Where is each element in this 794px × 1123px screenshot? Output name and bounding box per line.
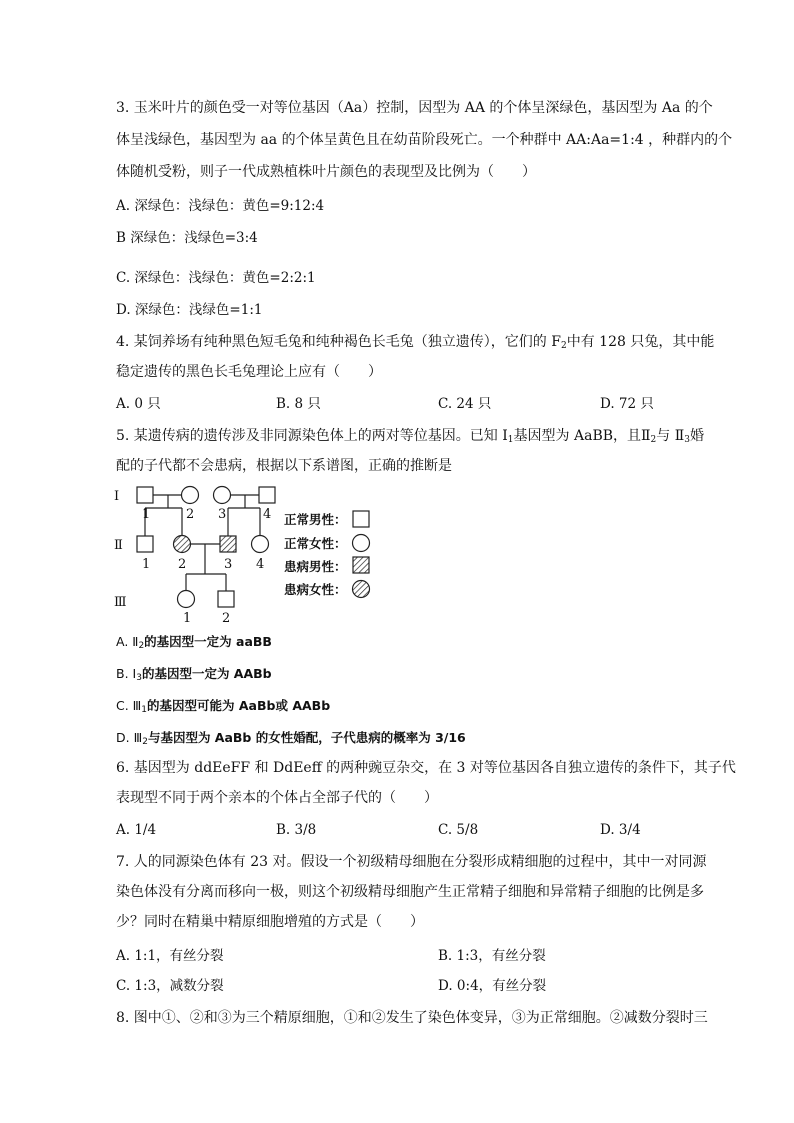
gen1-label: Ⅰ: [114, 489, 120, 504]
q4-option-a: A. 0 只: [116, 396, 161, 412]
gen2-num-3: 3: [224, 557, 233, 572]
legend-normal-female: 正常女性：: [284, 536, 347, 551]
gen3-num-2: 2: [222, 611, 231, 626]
gen2-num-4: 4: [256, 557, 265, 572]
gen1-num-1: 1: [142, 507, 151, 522]
gen3-num-1: 1: [183, 611, 192, 626]
q4-option-d: D. 72 只: [600, 396, 654, 412]
gen2-individual-2: [174, 536, 191, 553]
q7-line-2: 染色体没有分离而移向一极，则这个初级精母细胞产生正常精子细胞和异常精子细胞的比例是多: [116, 884, 704, 900]
q6-option-a: A. 1/4: [116, 822, 157, 838]
q7-line-3: 少？同时在精巢中精原细胞增殖的方式是（ ）: [116, 914, 424, 930]
q4-option-b: B. 8 只: [276, 396, 321, 412]
gen1-individual-1: [137, 487, 153, 503]
q7-option-b: B. 1:3，有丝分裂: [438, 948, 546, 964]
q4-option-c: C. 24 只: [438, 396, 492, 412]
pedigree-chart: [108, 478, 508, 628]
q3-option-a: A. 深绿色：浅绿色：黄色=9:12:4: [116, 198, 325, 214]
q7-option-a: A. 1:1，有丝分裂: [116, 948, 224, 964]
gen1-individual-4: [259, 487, 275, 503]
q3-option-c: C. 深绿色：浅绿色：黄色=2:2:1: [116, 270, 316, 286]
gen1-individual-3: [214, 487, 231, 504]
legend-normal-male-symbol: [353, 511, 369, 527]
q3-line-2: 体呈浅绿色，基因型为 aa 的个体呈黄色且在幼苗阶段死亡。一个种群中 AA:Aa=1:4 ，种群内的个: [116, 132, 733, 148]
gen2-label: Ⅱ: [114, 538, 123, 553]
gen3-individual-2: [218, 591, 234, 607]
gen2-individual-3: [220, 536, 236, 552]
q6-option-d: D. 3/4: [600, 822, 641, 838]
legend-affected-female: 患病女性：: [284, 582, 347, 597]
gen2-num-2: 2: [178, 557, 187, 572]
q5-option-c: C. $Ⅲ_1$的基因型可能为 AaBb或 AABb: [116, 698, 331, 715]
gen1-num-4: 4: [263, 507, 272, 522]
q5-option-d: D. $Ⅲ_2$与基因型为 AaBb 的女性婚配，子代患病的概率为 3/16: [116, 730, 466, 747]
q7-option-c: C. 1:3，减数分裂: [116, 978, 224, 994]
q3-option-d: D. 深绿色：浅绿色=1:1: [116, 302, 263, 318]
gen2-individual-4: [252, 536, 269, 553]
gen2-individual-1: [137, 536, 153, 552]
legend-affected-male-symbol: [353, 557, 369, 573]
q3-line-1: 3. 玉米叶片的颜色受一对等位基因（Aa）控制，因型为 AA 的个体呈深绿色，基因型为 Aa 的个: [116, 100, 713, 116]
q3-option-b: B 深绿色：浅绿色=3:4: [116, 230, 258, 246]
gen3-label: Ⅲ: [114, 595, 127, 610]
q6-line-1: 6. 基因型为 ddEeFF 和 DdEeff 的两种豌豆杂交，在 3 对等位基因各自独立遗传的条件下，其子代: [116, 760, 736, 776]
q6-option-b: B. 3/8: [276, 822, 317, 838]
q7-option-d: D. 0:4，有丝分裂: [438, 978, 547, 994]
q7-line-1: 7. 人的同源染色体有 23 对。假设一个初级精母细胞在分裂形成精细胞的过程中，其中一对同源: [116, 854, 707, 870]
q6-option-c: C. 5/8: [438, 822, 479, 838]
gen3-individual-1: [178, 591, 195, 608]
gen2-num-1: 1: [142, 557, 151, 572]
q5-line-1: 5. 某遗传病的遗传涉及非同源染色体上的两对等位基因。已知 $I_1$基因型为 AaBB，且$Ⅱ_2$与 $Ⅱ_3$婚: [116, 428, 704, 445]
legend-normal-male: 正常男性：: [284, 512, 347, 527]
q4-line-2: 稳定遗传的黑色长毛兔理论上应有（ ）: [116, 364, 382, 380]
q5-line-2: 配的子代都不会患病，根据以下系谱图，正确的推断是: [116, 458, 452, 474]
q8-line-1: 8. 图中①、②和③为三个精原细胞，①和②发生了染色体变异，③为正常细胞。②减数分裂时三: [116, 1010, 708, 1026]
q5-option-a: A. $Ⅱ_2$的基因型一定为 aaBB: [116, 634, 272, 651]
gen1-num-3: 3: [218, 507, 227, 522]
gen1-num-2: 2: [186, 507, 195, 522]
legend-normal-female-symbol: [353, 535, 370, 552]
legend-affected-female-symbol: [353, 581, 370, 598]
q5-option-b: B. $I_3$的基因型一定为 AABb: [116, 666, 272, 683]
gen1-individual-2: [182, 487, 199, 504]
q3-line-3: 体随机受粉，则子一代成熟植株叶片颜色的表现型及比例为（ ）: [116, 164, 536, 180]
q4-line-1: 4. 某饲养场有纯种黑色短毛兔和纯种褐色长毛兔（独立遗传），它们的 $F_2$中有 128 只兔，其中能: [116, 334, 715, 351]
q6-line-2: 表现型不同于两个亲本的个体占全部子代的（ ）: [116, 790, 438, 806]
legend-affected-male: 患病男性：: [284, 559, 347, 574]
